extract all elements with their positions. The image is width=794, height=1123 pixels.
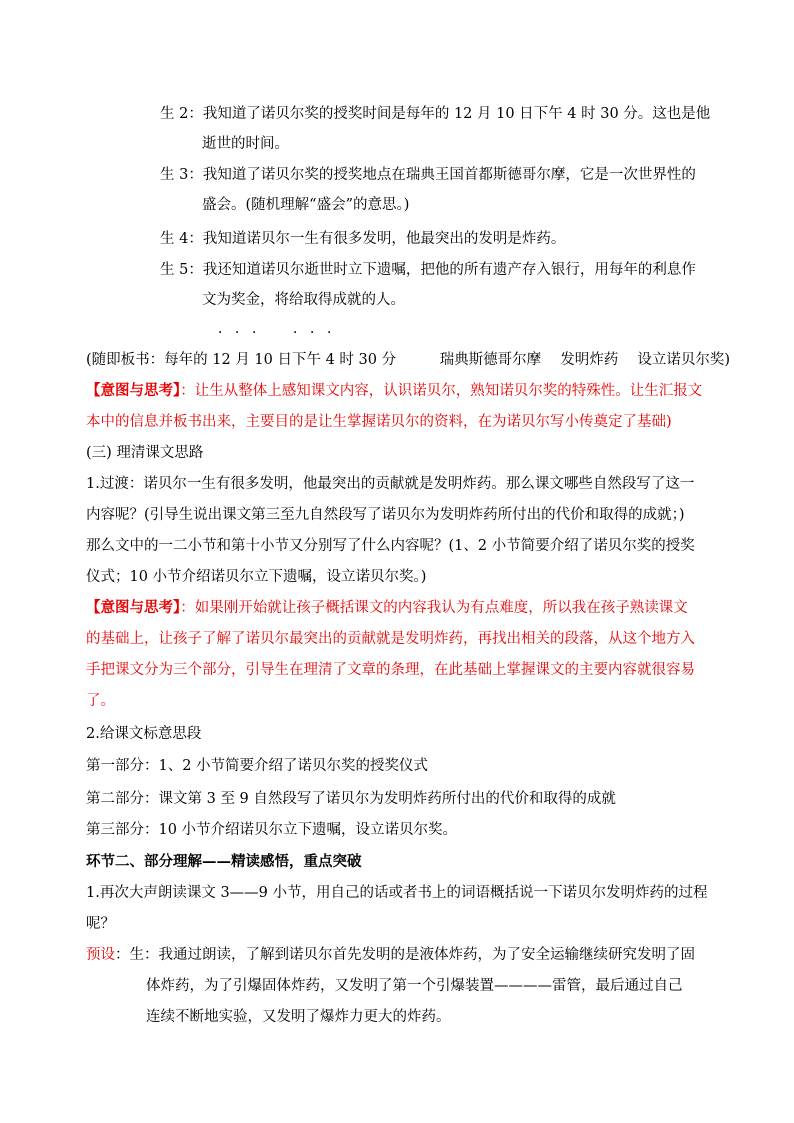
preset-line-1 (86, 945, 695, 965)
student-5-line-2: 文为奖金，将给取得成就的人。 (202, 292, 405, 308)
intent-1-label: 【意图与思考】 (86, 382, 181, 399)
student-4-line-1: 生 4：我知道诺贝尔一生有很多发明，他最突出的发明是炸药。 (160, 231, 566, 247)
student-5-line-1: 生 5：我还知道诺贝尔逝世时立下遗嘱，把他的所有遗产存入银行，用每年的利息作 (160, 262, 696, 278)
part-2: 第二部分：课文第 3 至 9 自然段写了诺贝尔为发明炸药所付出的代价和取得的成就 (86, 791, 616, 807)
part-1: 第一部分：1、2 小节简要介绍了诺贝尔奖的授奖仪式 (86, 758, 429, 774)
preset-line-3: 连续不断地实验，又发明了爆炸力更大的炸药。 (146, 1009, 451, 1025)
read-task-line-2: 呢？ (86, 916, 115, 932)
intent-2-line-4: 了。 (86, 693, 115, 709)
transition-line-4: 仪式；10 小节介绍诺贝尔立下遗嘱，设立诺贝尔奖。) (86, 569, 427, 585)
student-2-line-1: 生 2：我知道了诺贝尔奖的授奖时间是每年的 12 月 10 日下午 4 时 30 分。这也是他 (160, 106, 711, 122)
preset-text: ：生：我通过朗读，了解到诺贝尔首先发明的是液体炸药，为了安全运输继续研究发明了固 (115, 947, 695, 963)
section-3-title: (三) 理清课文思路 (86, 445, 204, 461)
step-2-heading: 环节二、部分理解——精读感悟，重点突破 (86, 853, 362, 870)
intent-1-line-2: 本中的信息并板书出来，主要目的是让生掌握诺贝尔的资料，在为诺贝尔写小传奠定了基础) (86, 414, 672, 430)
intent-1-line-1 (86, 381, 702, 401)
item-2-title: 2.给课文标意思段 (86, 726, 202, 742)
ellipsis-marks: ．．． ．．． (218, 321, 351, 337)
blackboard-note: (随即板书：每年的 12 月 10 日下午 4 时 30 分 瑞典斯德哥尔摩 发明炸药 设立诺贝尔奖) (86, 352, 730, 368)
intent-2-line-2: 的基础上，让孩子了解了诺贝尔最突出的贡献就是发明炸药，再找出相关的段落，从这个地方入 (86, 631, 695, 647)
intent-2-line-1 (86, 598, 688, 618)
preset-line-2: 体炸药，为了引爆固体炸药，又发明了第一个引爆装置————雷管，最后通过自己 (146, 978, 683, 994)
intent-2-line-3: 手把课文分为三个部分，引导生在理清了文章的条理，在此基础上掌握课文的主要内容就很容易 (86, 662, 695, 678)
transition-line-1: 1.过渡：诺贝尔一生有很多发明，他最突出的贡献就是发明炸药。那么课文哪些自然段写了这一 (86, 476, 695, 492)
transition-line-3: 那么文中的一二小节和第十小节又分别写了什么内容呢？(1、2 小节简要介绍了诺贝尔奖的授奖 (86, 538, 695, 554)
preset-label: 预设 (86, 947, 115, 963)
transition-line-2: 内容呢？(引导生说出课文第三至九自然段写了诺贝尔为发明炸药所付出的代价和取得的成就；) (86, 507, 685, 523)
part-3: 第三部分：10 小节介绍诺贝尔立下遗嘱，设立诺贝尔奖。 (86, 822, 458, 838)
intent-1-text: ：让生从整体上感知课文内容，认识诺贝尔，熟知诺贝尔奖的特殊性。让生汇报文 (180, 383, 703, 399)
student-2-line-2: 逝世的时间。 (202, 136, 289, 152)
student-3-line-2: 盛会。(随机理解“盛会”的意思。) (202, 197, 410, 213)
intent-2-label: 【意图与思考】 (86, 599, 181, 616)
intent-2-text: ：如果刚开始就让孩子概括课文的内容我认为有点难度，所以我在孩子熟读课文 (180, 600, 688, 616)
student-3-line-1: 生 3：我知道了诺贝尔奖的授奖地点在瑞典王国首都斯德哥尔摩，它是一次世界性的 (160, 167, 696, 183)
read-task-line-1: 1.再次大声朗读课文 3——9 小节，用自己的话或者书上的词语概括说一下诺贝尔发明炸药的过程 (86, 885, 708, 901)
